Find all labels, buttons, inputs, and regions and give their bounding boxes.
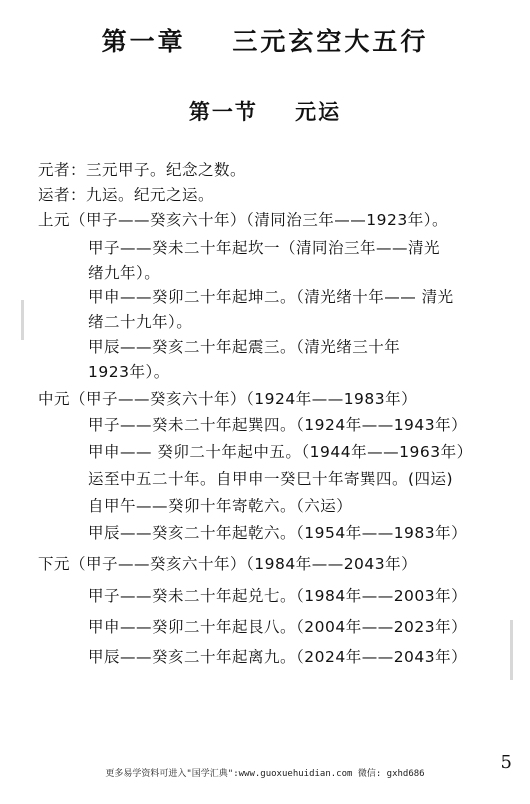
text-line: 中元（甲子——癸亥六十年）（1924年——1983年） xyxy=(38,390,418,408)
text-line: 甲子——癸未二十年起巽四。（1924年——1943年） xyxy=(88,416,468,434)
text-line: 运者：九运。纪元之运。 xyxy=(38,186,215,204)
scan-mark xyxy=(21,300,24,340)
text-line: 绪九年）。 xyxy=(88,264,161,282)
section-title: 第一节 元运 xyxy=(188,99,342,124)
footer-note: 更多易学资料可进入"国学汇典":www.guoxuehuidian.com 微信: gxhd686 xyxy=(105,769,425,779)
text-line: 1923年）。 xyxy=(88,363,170,381)
text-line: 自甲午——癸卯十年寄乾六。（六运） xyxy=(88,497,353,515)
text-line: 运至中五二十年。自甲申一癸巳十年寄巽四。(四运) xyxy=(88,470,454,488)
text-line: 甲辰——癸亥二十年起乾六。（1954年——1983年） xyxy=(88,524,468,542)
text-line: 甲辰——癸亥二十年起离九。（2024年——2043年） xyxy=(88,648,468,666)
text-line: 绪二十九年）。 xyxy=(88,313,193,331)
text-line: 甲子——癸未二十年起坎一（清同治三年——清光 xyxy=(88,239,441,257)
text-line: 下元（甲子——癸亥六十年）（1984年——2043年） xyxy=(38,555,418,573)
text-line: 上元（甲子——癸亥六十年）（清同治三年——1923年）。 xyxy=(38,211,448,229)
scan-mark xyxy=(510,620,513,680)
text-line: 甲申——癸卯二十年起坤二。（清光绪十年—— 清光 xyxy=(88,288,454,306)
page-number: 5 xyxy=(500,752,512,773)
text-line: 元者：三元甲子。纪念之数。 xyxy=(38,161,247,179)
text-line: 甲子——癸未二十年起兑七。（1984年——2003年） xyxy=(88,587,468,605)
text-line: 甲辰——癸亥二十年起震三。（清光绪三十年 xyxy=(88,338,401,356)
chapter-title: 第一章 三元玄空大五行 xyxy=(101,27,429,56)
text-line: 甲申——癸卯二十年起艮八。（2004年——2023年） xyxy=(88,618,468,636)
text-line: 甲申—— 癸卯二十年起中五。（1944年——1963年） xyxy=(88,443,473,461)
